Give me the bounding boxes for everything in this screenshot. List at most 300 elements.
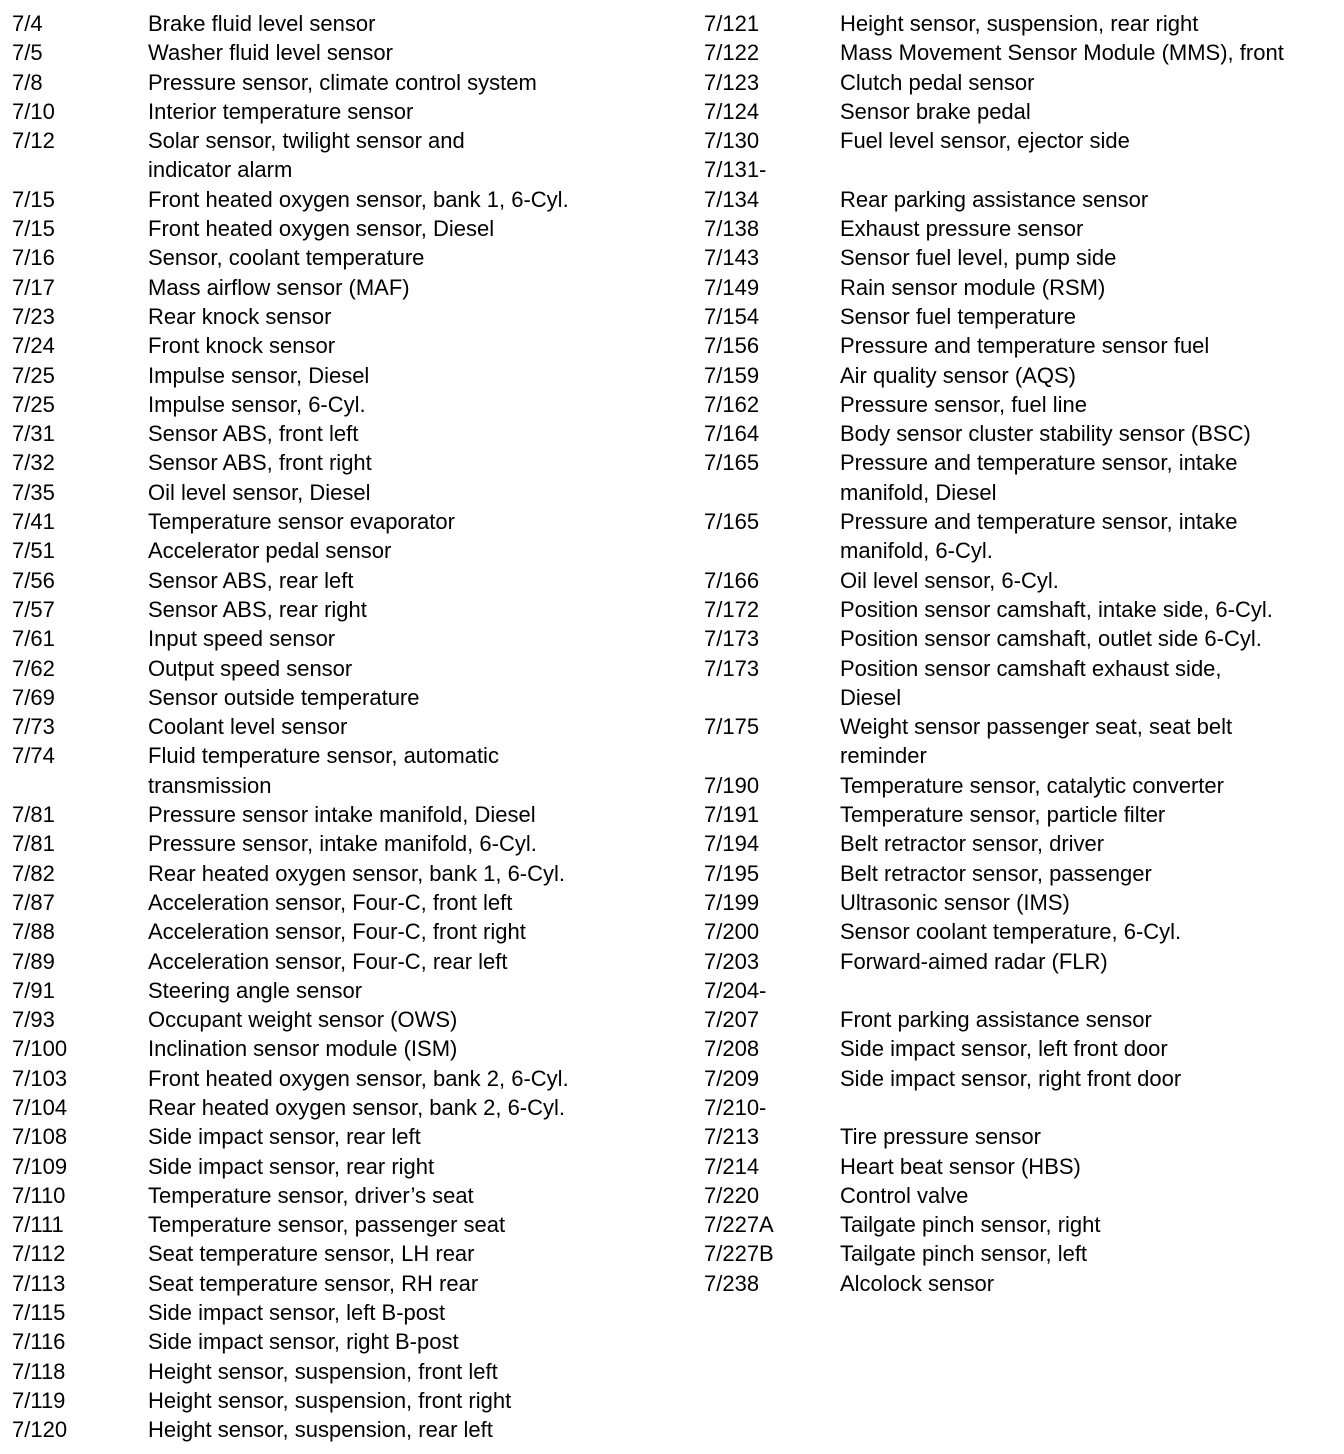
component-description: [148, 1357, 672, 1386]
component-description: [148, 97, 672, 126]
description-line: Brake fluid level sensor: [148, 11, 376, 36]
component-row: [12, 859, 672, 888]
component-code: 7/191: [704, 802, 760, 828]
component-code: 7/175: [704, 714, 760, 740]
component-row: [704, 390, 1344, 419]
component-row: [12, 1181, 672, 1210]
component-code: 7/25: [12, 391, 55, 417]
component-description: [148, 1181, 672, 1210]
component-description: [148, 712, 672, 741]
component-description: [840, 917, 1344, 946]
component-code: 7/8: [12, 69, 43, 95]
component-row: [12, 448, 672, 477]
description-line: Pressure and temperature sensor, intake: [840, 509, 1238, 535]
description-line: Pressure sensor, climate control system: [148, 69, 537, 95]
component-code: 7/124: [704, 98, 760, 124]
description-line: Pressure sensor intake manifold, Diesel: [148, 802, 536, 828]
component-row: [704, 1064, 1344, 1093]
component-row: [12, 1357, 672, 1386]
component-code: 7/122: [704, 40, 760, 66]
description-line: Height sensor, suspension, front left: [148, 1358, 498, 1384]
description-line: indicator alarm: [148, 157, 293, 183]
component-code: 7/208: [704, 1036, 760, 1062]
component-description: [148, 947, 672, 976]
description-line: Weight sensor passenger seat, seat belt: [840, 714, 1233, 740]
component-code: 7/115: [12, 1300, 66, 1326]
description-line: Diesel: [840, 684, 902, 710]
component-row: [12, 68, 672, 97]
component-row: [12, 97, 672, 126]
description-line: Sensor brake pedal: [840, 98, 1031, 124]
component-row: [704, 917, 1344, 946]
component-code: 7/69: [12, 684, 55, 710]
component-description: [840, 214, 1344, 243]
component-row: [704, 331, 1344, 360]
component-row: [12, 624, 672, 653]
component-code: 7/88: [12, 919, 55, 945]
component-row: [12, 419, 672, 448]
component-row: [704, 9, 1344, 38]
component-code: 7/203: [704, 948, 760, 974]
right-column: [704, 9, 1344, 1298]
component-description: [148, 126, 672, 185]
component-row: [12, 1093, 672, 1122]
description-line: Body sensor cluster stability sensor (BSC): [840, 421, 1251, 447]
component-row: [704, 1005, 1344, 1034]
component-row: [12, 947, 672, 976]
description-line: Sensor ABS, front right: [148, 450, 372, 476]
component-row: [12, 976, 672, 1005]
component-description: [148, 1122, 672, 1151]
description-line: Ultrasonic sensor (IMS): [840, 889, 1070, 915]
description-line: Sensor coolant temperature, 6-Cyl.: [840, 919, 1182, 945]
component-description: [840, 419, 1344, 448]
component-code: 7/109: [12, 1153, 68, 1179]
component-description: [148, 1269, 672, 1298]
description-line: reminder: [840, 743, 927, 769]
component-row: [704, 1181, 1344, 1210]
description-line: Side impact sensor, rear left: [148, 1124, 421, 1150]
component-code: 7/118: [12, 1358, 66, 1384]
component-code: 7/195: [704, 860, 760, 886]
component-description: [840, 947, 1344, 976]
description-line: Solar sensor, twilight sensor and: [148, 128, 465, 154]
description-line: Sensor outside temperature: [148, 684, 420, 710]
description-line: Fuel level sensor, ejector side: [840, 128, 1130, 154]
component-code: 7/103: [12, 1065, 68, 1091]
description-line: Pressure and temperature sensor, intake: [840, 450, 1238, 476]
component-row: [12, 595, 672, 624]
component-code: 7/199: [704, 889, 760, 915]
component-code: 7/25: [12, 362, 55, 388]
component-description: [148, 361, 672, 390]
component-code: 7/32: [12, 450, 55, 476]
component-row: [704, 507, 1344, 566]
component-row: [12, 126, 672, 185]
component-row: [12, 917, 672, 946]
component-code: 7/110: [12, 1182, 66, 1208]
component-description: [840, 331, 1344, 360]
description-line: manifold, Diesel: [840, 479, 997, 505]
component-code: 7/130: [704, 128, 760, 154]
component-row: [704, 1122, 1344, 1151]
component-row: [12, 9, 672, 38]
description-line: Temperature sensor evaporator: [148, 509, 455, 535]
component-row: [704, 595, 1344, 624]
component-description: [840, 38, 1344, 67]
component-code: 7/210-: [704, 1094, 767, 1120]
component-row: [704, 888, 1344, 917]
description-line: Acceleration sensor, Four-C, front left: [148, 889, 513, 915]
component-code: 7/131-: [704, 157, 767, 183]
description-line: Clutch pedal sensor: [840, 69, 1035, 95]
description-line: Temperature sensor, particle filter: [840, 802, 1166, 828]
description-line: Heart beat sensor (HBS): [840, 1153, 1081, 1179]
component-code: 7/17: [12, 274, 55, 300]
component-row: [704, 448, 1344, 507]
component-description: [148, 1386, 672, 1415]
component-description: [148, 859, 672, 888]
component-code: 7/87: [12, 889, 55, 915]
component-row: [704, 1210, 1344, 1239]
component-row: [704, 302, 1344, 331]
component-row: [12, 800, 672, 829]
component-code: 7/24: [12, 333, 55, 359]
component-code: 7/119: [12, 1387, 66, 1413]
component-code: 7/41: [12, 509, 55, 535]
component-code: 7/209: [704, 1065, 760, 1091]
component-row: [704, 1239, 1344, 1268]
component-description: [840, 126, 1344, 155]
description-line: Side impact sensor, right B-post: [148, 1329, 459, 1355]
component-code: 7/214: [704, 1153, 760, 1179]
component-code: 7/74: [12, 743, 55, 769]
description-line: Output speed sensor: [148, 655, 353, 681]
component-code: 7/5: [12, 40, 43, 66]
component-description: [148, 683, 672, 712]
component-code: 7/62: [12, 655, 55, 681]
description-line: transmission: [148, 772, 272, 798]
component-row: [12, 243, 672, 272]
component-description: [840, 859, 1344, 888]
description-line: Tailgate pinch sensor, right: [840, 1212, 1101, 1238]
component-row: [12, 214, 672, 243]
component-description: [840, 624, 1344, 653]
description-line: Oil level sensor, Diesel: [148, 479, 371, 505]
description-line: Front heated oxygen sensor, Diesel: [148, 216, 495, 242]
description-line: [840, 155, 1344, 184]
description-line: Alcolock sensor: [840, 1270, 995, 1296]
component-description: [148, 448, 672, 477]
component-row: [12, 185, 672, 214]
component-code: 7/213: [704, 1124, 760, 1150]
description-line: [840, 976, 1344, 1005]
description-line: Mass Movement Sensor Module (MMS), front: [840, 40, 1284, 66]
description-line: Side impact sensor, rear right: [148, 1153, 435, 1179]
component-row: [12, 1415, 672, 1444]
component-row: [704, 566, 1344, 595]
component-row: [704, 829, 1344, 858]
description-line: Sensor, coolant temperature: [148, 245, 425, 271]
component-code: 7/149: [704, 274, 760, 300]
component-code: 7/159: [704, 362, 760, 388]
description-line: Seat temperature sensor, LH rear: [148, 1241, 475, 1267]
description-line: Height sensor, suspension, front right: [148, 1387, 512, 1413]
component-row: [12, 302, 672, 331]
component-code: 7/61: [12, 626, 55, 652]
component-description: [148, 390, 672, 419]
component-description: [148, 1005, 672, 1034]
component-row: [704, 243, 1344, 272]
component-code: 7/172: [704, 596, 760, 622]
description-line: Impulse sensor, 6-Cyl.: [148, 391, 366, 417]
component-row: [12, 507, 672, 536]
component-row: [704, 126, 1344, 155]
component-row: [12, 1152, 672, 1181]
component-description: [148, 800, 672, 829]
description-line: Washer fluid level sensor: [148, 40, 393, 66]
component-row: [12, 331, 672, 360]
component-code: 7/35: [12, 479, 55, 505]
component-row: [12, 1210, 672, 1239]
component-description: [148, 624, 672, 653]
component-description: [148, 273, 672, 302]
component-row: [12, 361, 672, 390]
component-code: 7/23: [12, 303, 55, 329]
component-code: 7/82: [12, 860, 55, 886]
description-line: Accelerator pedal sensor: [148, 538, 392, 564]
description-line: Front heated oxygen sensor, bank 1, 6-Cyl.: [148, 186, 569, 212]
description-line: Front parking assistance sensor: [840, 1007, 1152, 1033]
component-code: 7/73: [12, 714, 55, 740]
component-description: [148, 243, 672, 272]
component-row: [704, 800, 1344, 829]
component-code: 7/164: [704, 421, 760, 447]
description-line: Height sensor, suspension, rear left: [148, 1417, 493, 1443]
component-row: [704, 155, 1344, 184]
component-code: 7/89: [12, 948, 55, 974]
component-code: 7/123: [704, 69, 760, 95]
component-row: [704, 1152, 1344, 1181]
component-description: [840, 507, 1344, 566]
component-description: [148, 68, 672, 97]
component-description: [840, 1064, 1344, 1093]
component-description: [148, 507, 672, 536]
component-description: [840, 800, 1344, 829]
component-description: [148, 302, 672, 331]
component-row: [704, 624, 1344, 653]
component-description: [148, 478, 672, 507]
component-code: 7/57: [12, 596, 55, 622]
component-row: [704, 771, 1344, 800]
component-row: [704, 361, 1344, 390]
component-description: [840, 1152, 1344, 1181]
description-line: [840, 1093, 1344, 1122]
component-code: 7/91: [12, 977, 55, 1003]
component-code: 7/166: [704, 567, 760, 593]
component-row: [704, 947, 1344, 976]
component-description: [148, 1239, 672, 1268]
component-code: 7/173: [704, 655, 760, 681]
component-description: [840, 185, 1344, 214]
component-code: 7/190: [704, 772, 760, 798]
component-description: [148, 741, 672, 800]
component-row: [12, 1005, 672, 1034]
component-row: [12, 1239, 672, 1268]
component-code: 7/165: [704, 450, 760, 476]
component-description: [840, 888, 1344, 917]
component-row: [12, 888, 672, 917]
component-description: [840, 448, 1344, 507]
component-row: [12, 1122, 672, 1151]
description-line: Steering angle sensor: [148, 977, 363, 1003]
component-description: [148, 1415, 672, 1444]
component-code: 7/220: [704, 1182, 760, 1208]
component-description: [840, 712, 1344, 771]
component-description: [840, 1034, 1344, 1063]
component-code: 7/4: [12, 11, 43, 36]
component-row: [704, 419, 1344, 448]
component-row: [12, 654, 672, 683]
component-row: [704, 38, 1344, 67]
component-code: 7/207: [704, 1007, 760, 1033]
description-line: Sensor ABS, front left: [148, 421, 359, 447]
component-description: [148, 419, 672, 448]
description-line: Belt retractor sensor, passenger: [840, 860, 1152, 886]
component-code: 7/227B: [704, 1241, 774, 1267]
description-line: Fluid temperature sensor, automatic: [148, 743, 499, 769]
component-code: 7/154: [704, 303, 760, 329]
component-row: [12, 566, 672, 595]
description-line: Exhaust pressure sensor: [840, 216, 1084, 242]
component-row: [704, 654, 1344, 713]
description-line: Temperature sensor, passenger seat: [148, 1212, 506, 1238]
component-description: [840, 302, 1344, 331]
component-description: [840, 595, 1344, 624]
description-line: Tailgate pinch sensor, left: [840, 1241, 1088, 1267]
component-code: 7/81: [12, 831, 55, 857]
component-row: [12, 1327, 672, 1356]
component-code: 7/81: [12, 802, 55, 828]
description-line: Rear knock sensor: [148, 303, 332, 329]
component-description: [840, 1005, 1344, 1034]
component-row: [12, 1064, 672, 1093]
component-description: [840, 771, 1344, 800]
component-description: [148, 1093, 672, 1122]
component-code: 7/116: [12, 1329, 66, 1355]
component-description: [840, 566, 1344, 595]
component-row: [12, 1269, 672, 1298]
component-description: [840, 390, 1344, 419]
component-description: [148, 185, 672, 214]
left-column: [12, 9, 672, 1445]
component-code: 7/111: [12, 1212, 64, 1238]
component-code: 7/104: [12, 1094, 68, 1120]
component-description: [840, 9, 1344, 38]
component-row: [704, 976, 1344, 1005]
component-code: 7/204-: [704, 977, 767, 1003]
component-code: 7/51: [12, 538, 55, 564]
component-description: [840, 243, 1344, 272]
component-description: [148, 9, 672, 38]
description-line: Position sensor camshaft, outlet side 6-Cyl.: [840, 626, 1262, 652]
component-row: [12, 1386, 672, 1415]
component-description: [148, 1327, 672, 1356]
description-line: Sensor fuel temperature: [840, 303, 1077, 329]
component-code: 7/165: [704, 509, 760, 535]
component-code: 7/238: [704, 1270, 760, 1296]
component-description: [148, 595, 672, 624]
description-line: Control valve: [840, 1182, 969, 1208]
component-description: [840, 1239, 1344, 1268]
description-line: Rear heated oxygen sensor, bank 1, 6-Cyl.: [148, 860, 566, 886]
description-line: Sensor ABS, rear left: [148, 567, 354, 593]
component-row: [704, 68, 1344, 97]
description-line: Acceleration sensor, Four-C, front right: [148, 919, 526, 945]
component-description: [840, 1269, 1344, 1298]
description-line: Interior temperature sensor: [148, 98, 414, 124]
component-description: [840, 97, 1344, 126]
component-description: [148, 654, 672, 683]
component-code: 7/56: [12, 567, 55, 593]
description-line: Rear heated oxygen sensor, bank 2, 6-Cyl.: [148, 1094, 566, 1120]
component-description: [840, 976, 1344, 1005]
component-row: [12, 38, 672, 67]
description-line: Side impact sensor, left front door: [840, 1036, 1168, 1062]
component-description: [148, 566, 672, 595]
component-row: [12, 683, 672, 712]
component-row: [704, 214, 1344, 243]
component-row: [704, 712, 1344, 771]
component-description: [840, 68, 1344, 97]
description-line: Rear parking assistance sensor: [840, 186, 1149, 212]
component-description: [148, 976, 672, 1005]
component-code: 7/143: [704, 245, 760, 271]
component-row: [704, 1034, 1344, 1063]
description-line: Acceleration sensor, Four-C, rear left: [148, 948, 508, 974]
component-description: [840, 1181, 1344, 1210]
component-code: 7/173: [704, 626, 760, 652]
component-code: 7/200: [704, 919, 760, 945]
component-code: 7/31: [12, 421, 55, 447]
component-code: 7/15: [12, 216, 55, 242]
component-row: [12, 1298, 672, 1327]
description-line: Front knock sensor: [148, 333, 336, 359]
component-description: [840, 1210, 1344, 1239]
description-line: Position sensor camshaft exhaust side,: [840, 655, 1222, 681]
description-line: Input speed sensor: [148, 626, 336, 652]
component-code: 7/16: [12, 245, 55, 271]
component-description: [840, 654, 1344, 713]
component-code: 7/194: [704, 831, 760, 857]
component-code: 7/100: [12, 1036, 68, 1062]
description-line: Belt retractor sensor, driver: [840, 831, 1105, 857]
description-line: Pressure and temperature sensor fuel: [840, 333, 1210, 359]
description-line: Coolant level sensor: [148, 714, 348, 740]
component-description: [840, 829, 1344, 858]
component-description: [148, 38, 672, 67]
description-line: Seat temperature sensor, RH rear: [148, 1270, 479, 1296]
component-description: [840, 1122, 1344, 1151]
description-line: Mass airflow sensor (MAF): [148, 274, 410, 300]
description-line: Pressure sensor, fuel line: [840, 391, 1088, 417]
description-line: Side impact sensor, right front door: [840, 1065, 1182, 1091]
component-description: [148, 331, 672, 360]
component-row: [12, 390, 672, 419]
component-row: [704, 97, 1344, 126]
component-description: [840, 273, 1344, 302]
description-line: Temperature sensor, driver’s seat: [148, 1182, 474, 1208]
